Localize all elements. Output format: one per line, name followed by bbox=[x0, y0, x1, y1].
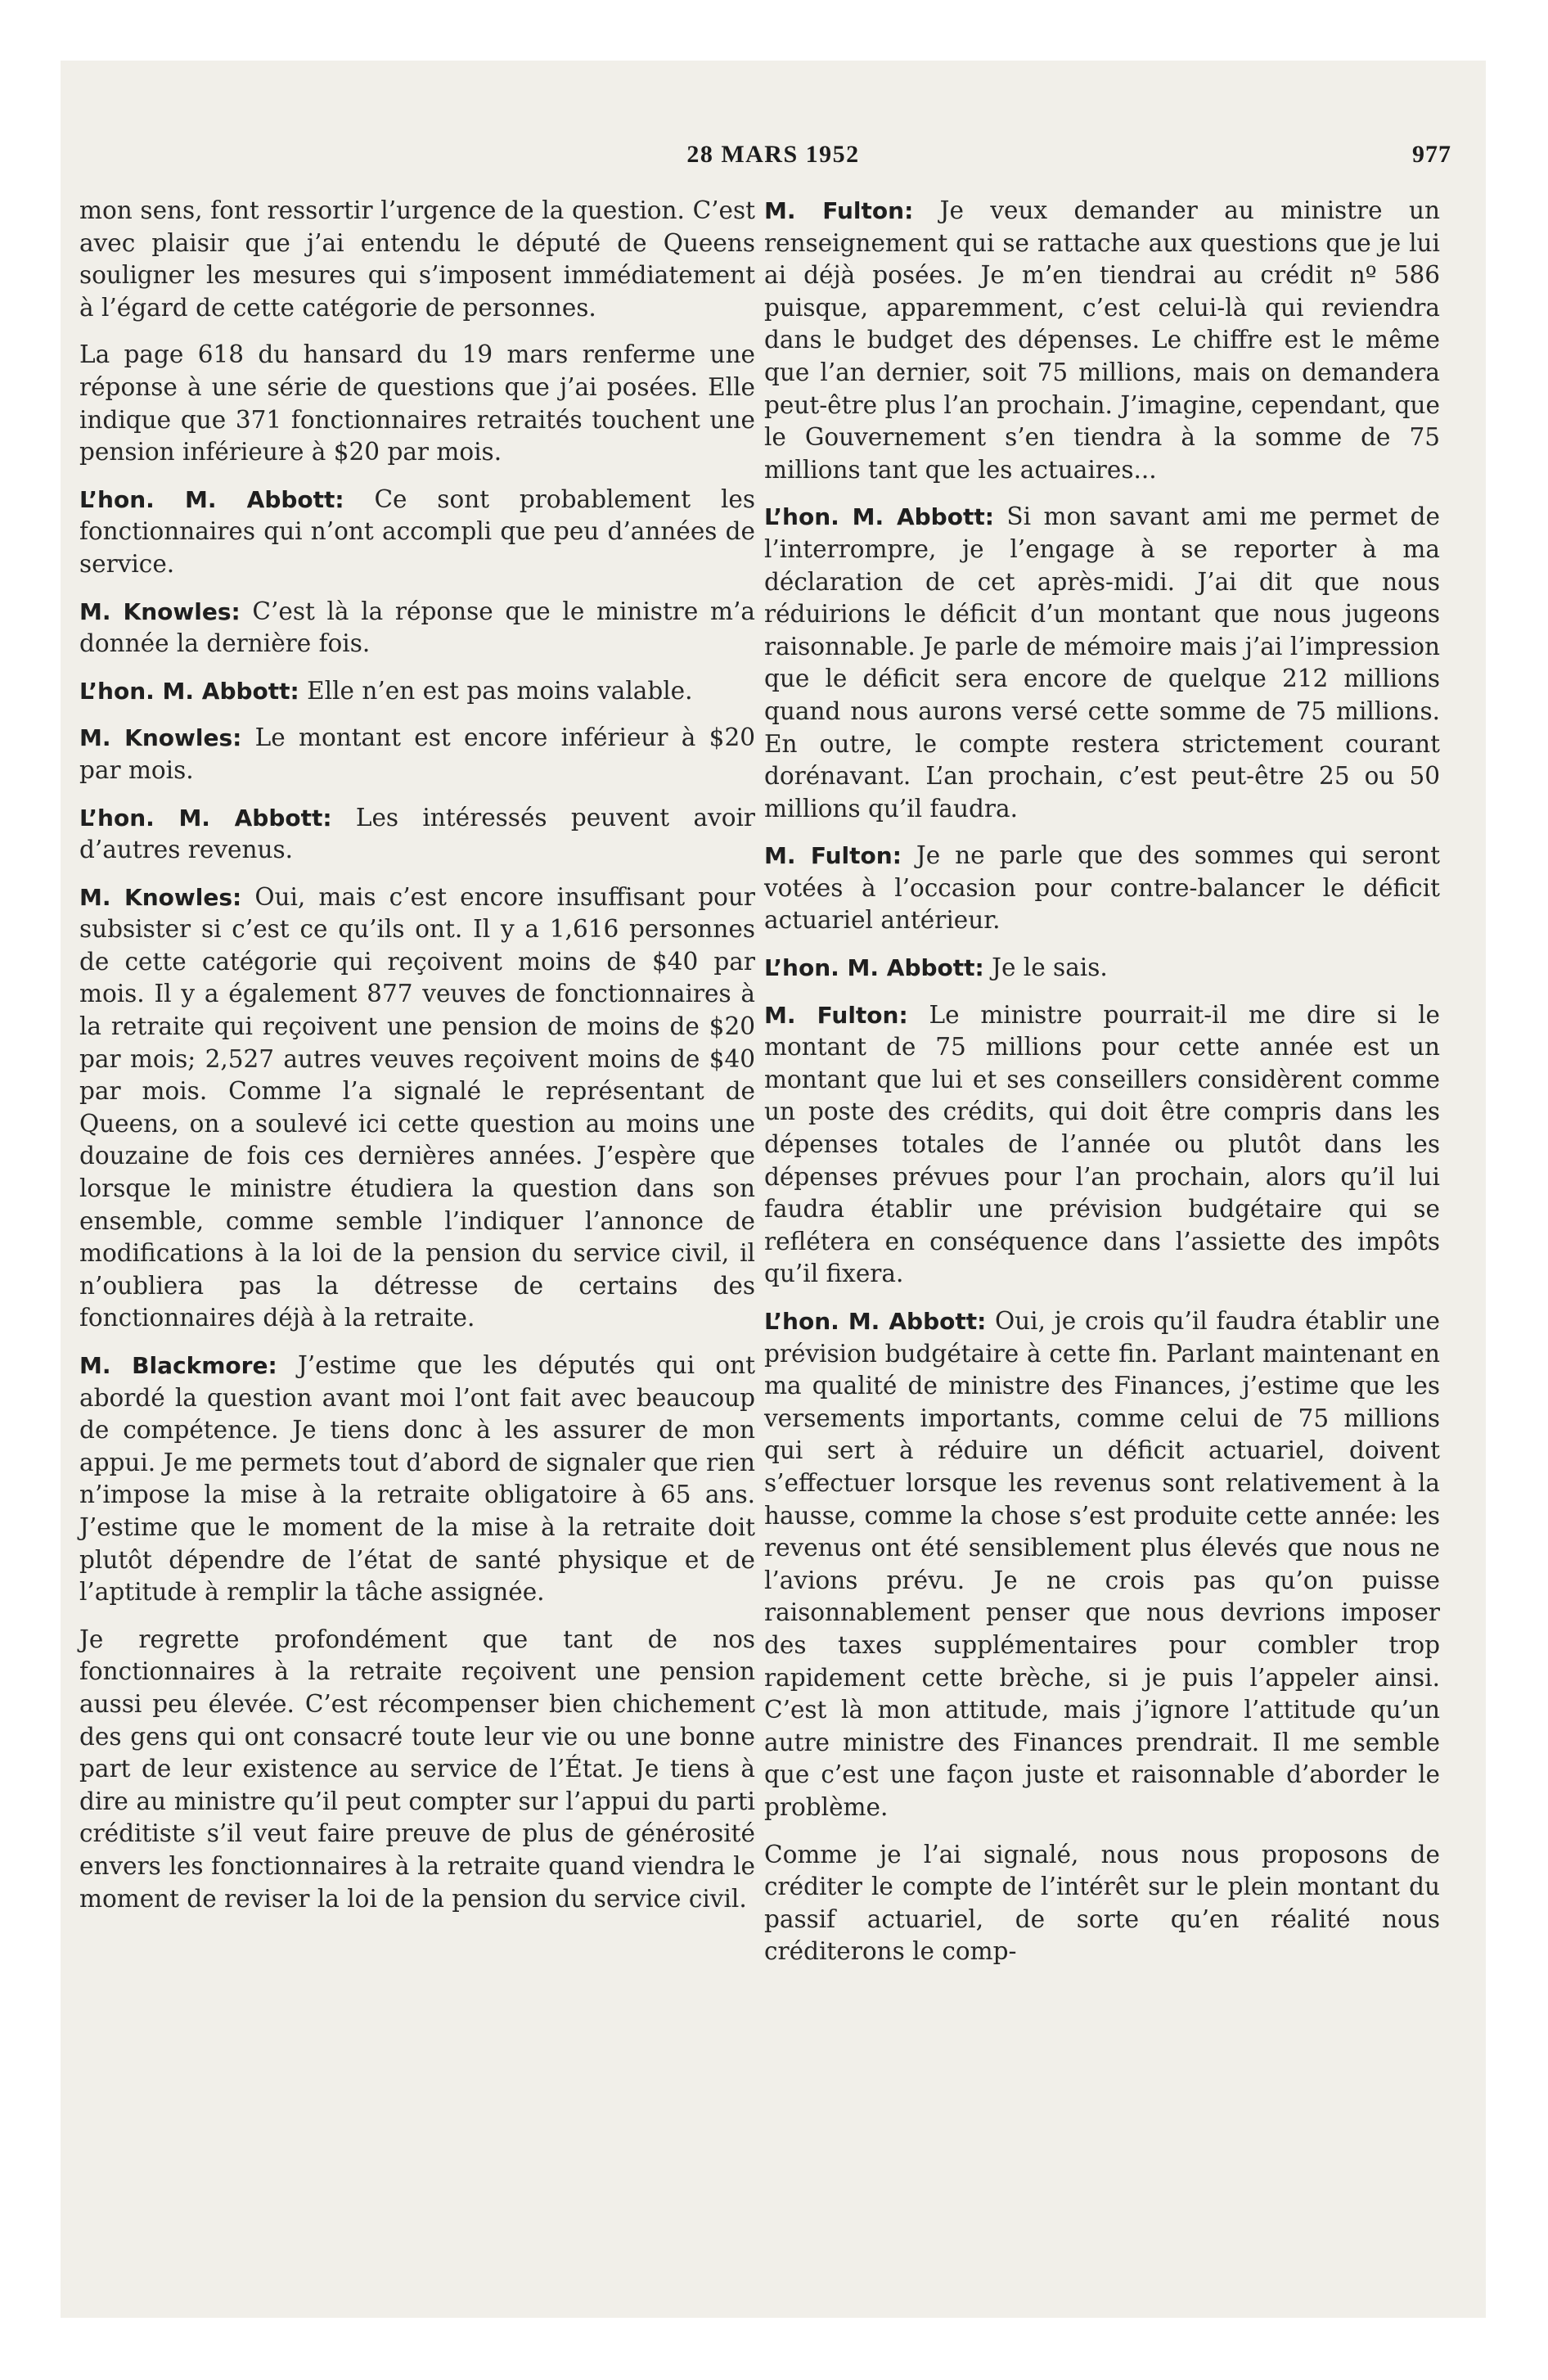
paragraph bbox=[79, 484, 755, 581]
paragraph bbox=[764, 999, 1440, 1291]
speaker-label: L’hon. M. Abbott: bbox=[79, 677, 299, 705]
speaker-label: M. Knowles: bbox=[79, 597, 241, 625]
right-column bbox=[764, 195, 1440, 1983]
speaker-label: L’hon. M. Abbott: bbox=[764, 1308, 987, 1335]
speaker-label: M. Fulton: bbox=[764, 197, 914, 224]
speaker-label: M. Fulton: bbox=[764, 842, 902, 870]
paragraph-text: Les intéressés peuvent avoir d’autres revenus. bbox=[79, 803, 755, 864]
paragraph-text: Je le sais. bbox=[992, 953, 1108, 982]
paragraph-text: Ce sont probablement les fonctionnaires qui n’ont accompli que peu d’années de service. bbox=[79, 485, 755, 578]
paragraph bbox=[764, 501, 1440, 825]
paragraph bbox=[79, 339, 755, 468]
paragraph-text: Je ne parle que des sommes qui seront votées à l’occasion pour contre-balancer le déficit actuariel antérieur. bbox=[764, 841, 1440, 935]
speaker-label: M. Knowles: bbox=[79, 724, 242, 752]
speaker-label: L’hon. M. Abbott: bbox=[79, 804, 332, 832]
paragraph bbox=[79, 802, 755, 867]
paragraph bbox=[79, 722, 755, 787]
paragraph bbox=[79, 1350, 755, 1609]
paragraph bbox=[79, 675, 755, 708]
speaker-label: M. Knowles: bbox=[79, 883, 242, 911]
paragraph-text: Oui, mais c’est encore insuffisant pour subsister si c’est ce qu’ils ont. Il y a 1,616 personnes de cette catégorie qui reçoivent moins de $40 par mois. Il y a également 877 veuves de fonctionnaires à la retraite qui reçoivent une pension de moins de $20 par mois; 2,527 autres veuves reçoivent moins de $40 par mois. Comme l’a signalé le représentant de Queens, on a soulevé ici cette question au moins une douzaine de fois ces dernières années. J’espère que lorsque le ministre étudiera la question dans son ensemble, comme semble l’indiquer l’annonce de modifications à la loi de la pension du service civil, il n’oubliera pas la détresse de certains des fonctionnaires déjà à la retraite. bbox=[79, 882, 755, 1332]
paragraph-text: C’est là la réponse que le ministre m’a donnée la dernière fois. bbox=[79, 597, 755, 658]
paragraph-text: mon sens, font ressortir l’urgence de la question. C’est avec plaisir que j’ai entendu le député de Queens souligner les mesures qui s’imposent immédiatement à l’égard de cette catégorie de personnes. bbox=[79, 196, 755, 322]
paragraph-text: La page 618 du hansard du 19 mars renferme une réponse à une série de questions que j’ai posées. Elle indique que 371 fonctionnaires retraités touchent une pension inférieure à $20 par mois. bbox=[79, 340, 755, 467]
paragraph bbox=[79, 596, 755, 660]
paragraph-text: J’estime que les députés qui ont abordé la question avant moi l’ont fait avec beaucoup de compétence. Je tiens donc à les assurer de mon appui. Je me permets tout d’abord de signaler que rien n’impose la mise à la retraite obligatoire à 65 ans. J’estime que le moment de la mise à la retraite doit plutôt dépendre de l’état de santé physique et de l’aptitude à remplir la tâche assignée. bbox=[79, 1351, 755, 1607]
paragraph bbox=[764, 840, 1440, 937]
paragraph-text: Oui, je crois qu’il faudra établir une prévision budgétaire à cette fin. Parlant maintenant en ma qualité de ministre des Finances, j’estime que les versements importants, comme celui de 75 millions qui sert à réduire un déficit actuariel, doivent s’effectuer lorsque les revenus sont relativement à la hausse, comme la chose s’est produite cette année: les revenus ont été sensiblement plus élevés que nous ne l’avions prévu. Je ne crois pas qu’on puisse raisonnablement penser que nous devrions imposer des taxes supplémentaires pour combler trop rapidement cette brèche, si je puis l’appeler ainsi. C’est là mon attitude, mais j’ignore l’attitude qu’un autre ministre des Finances prendrait. Il me semble que c’est une façon juste et raisonnable d’aborder le problème. bbox=[764, 1307, 1440, 1821]
speaker-label: L’hon. M. Abbott: bbox=[764, 503, 994, 531]
paragraph-text: Elle n’en est pas moins valable. bbox=[307, 676, 693, 705]
paragraph-text: Comme je l’ai signalé, nous nous proposons de créditer le compte de l’intérêt sur le plein montant du passif actuariel, de sorte qu’en réalité nous créditerons le comp- bbox=[764, 1840, 1440, 1966]
paragraph-text: Le montant est encore inférieur à $20 par mois. bbox=[79, 723, 755, 784]
paragraph bbox=[79, 881, 755, 1335]
speaker-label: L’hon. M. Abbott: bbox=[764, 954, 984, 982]
paragraph-text: Le ministre pourrait-il me dire si le montant de 75 millions pour cette année est un montant que lui et ses conseillers considèrent comme un poste des crédits, qui doit être compris dans les dépenses totales de l’année ou plutôt dans les dépenses prévues pour l’an prochain, alors qu’il lui faudra établir une prévision budgétaire qui se reflétera en conséquence dans l’assiette des impôts qu’il fixera. bbox=[764, 1000, 1441, 1288]
paragraph bbox=[764, 195, 1440, 486]
paragraph bbox=[764, 1839, 1440, 1968]
paragraph-text: Je regrette profondément que tant de nos fonctionnaires à la retraite reçoivent une pension aussi peu élevée. C’est récompenser bien chichement des gens qui ont consacré toute leur vie ou une bonne part de leur existence au service de l’État. Je tiens à dire au ministre qu’il peut compter sur l’appui du parti créditiste s’il veut faire preuve de plus de générosité envers les fonctionnaires à la retraite quand viendra le moment de reviser la loi de la pension du service civil. bbox=[79, 1625, 755, 1913]
speaker-label: M. Fulton: bbox=[764, 1001, 908, 1029]
paragraph-text: Si mon savant ami me permet de l’interrompre, je l’engage à se reporter à ma déclaration de cet après-midi. J’ai dit que nous réduirions le déficit d’un montant que nous jugeons raisonnable. Je parle de mémoire mais j’ai l’impression que le déficit sera encore de quelque 212 millions quand nous aurons versé cette somme de 75 millions. En outre, le compte restera strictement courant dorénavant. L’an prochain, c’est peut-être 25 ou 50 millions qu’il faudra. bbox=[764, 503, 1440, 823]
paragraph bbox=[79, 1624, 755, 1915]
page-header bbox=[61, 141, 1486, 174]
left-column bbox=[79, 195, 755, 1930]
page-number: 977 bbox=[1412, 141, 1451, 168]
paragraph-text: Je veux demander au ministre un renseignement qui se rattache aux questions que je lui ai déjà posées. Je m’en tiendrai au crédit nº 586 puisque, apparemment, c’est celui-là qui reviendra dans le budget des dépenses. Le chiffre est le même que l’an dernier, soit 75 millions, mais on demandera peut-être plus l’an prochain. J’imagine, cependant, que le Gouvernement s’en tiendra à la somme de 75 millions tant que les actuaires... bbox=[764, 196, 1440, 484]
paragraph bbox=[764, 1305, 1440, 1824]
speaker-label: L’hon. M. Abbott: bbox=[79, 485, 344, 513]
sitting-date: 28 MARS 1952 bbox=[686, 141, 860, 168]
paragraph bbox=[764, 952, 1440, 985]
speaker-label: M. Blackmore: bbox=[79, 1352, 277, 1379]
paragraph bbox=[79, 195, 755, 324]
